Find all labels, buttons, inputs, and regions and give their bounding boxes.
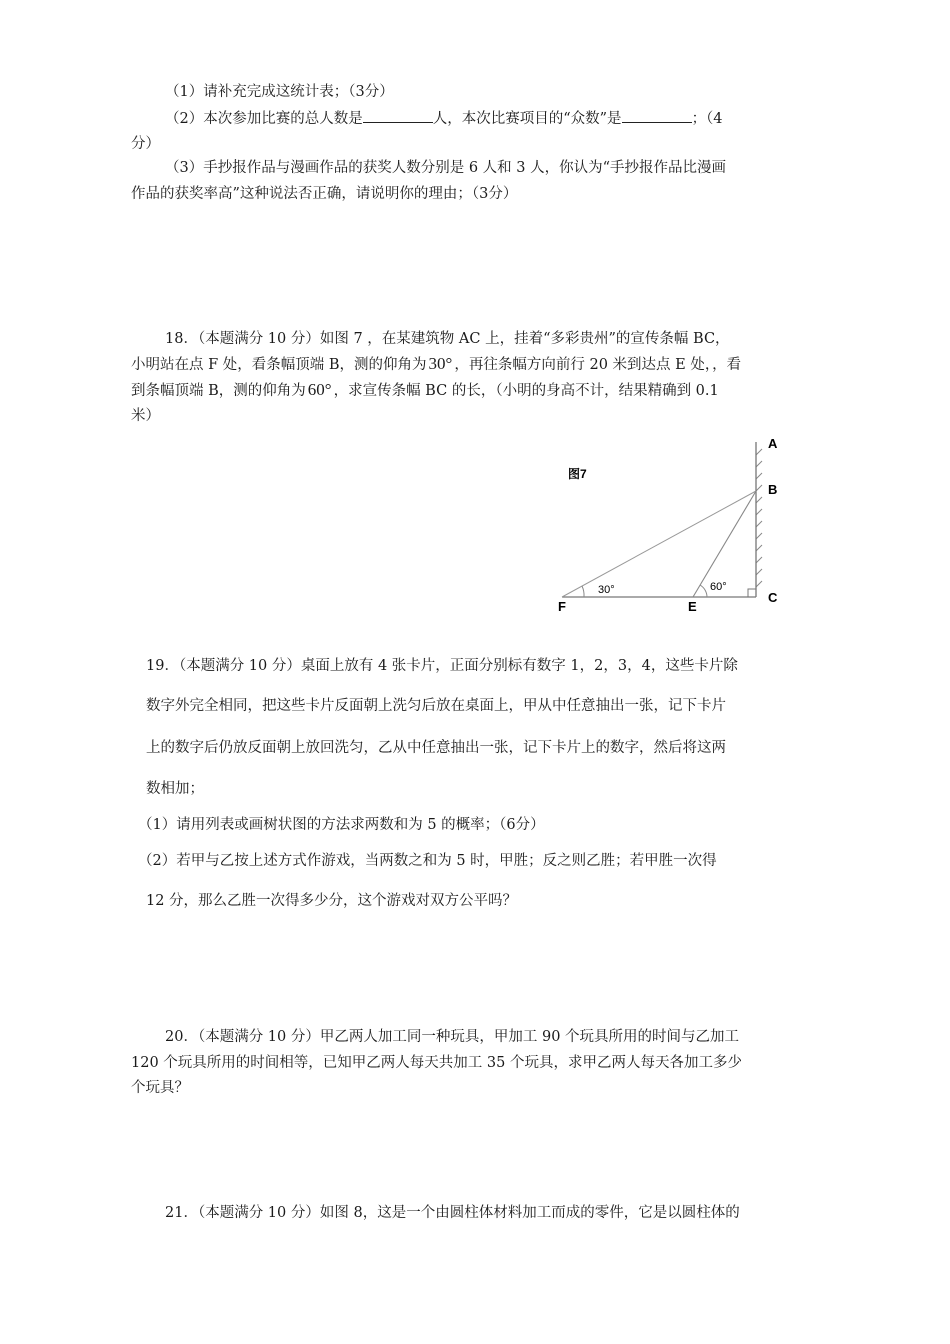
label-f: F <box>558 599 566 614</box>
q19-part2-line1: （2）若甲与乙按上述方式作游戏，当两数之和为 5 时，甲胜；反之则乙胜；若甲胜一次得 <box>138 853 717 869</box>
q19-part1: （1）请用列表或画树状图的方法求两数和为 5 的概率；（6分） <box>138 817 545 833</box>
q18-math-60: 60° <box>307 380 332 399</box>
q18-line3 <box>131 379 719 402</box>
q17-part3-line1: （3）手抄报作品与漫画作品的获奖人数分别是 6 人和 3 人，你认为“手抄报作品比漫画 <box>165 160 727 176</box>
label-c: C <box>768 590 778 605</box>
label-e: E <box>688 599 697 614</box>
q18-math-30: 30° <box>428 354 453 373</box>
q20-line2: 120 个玩具所用的时间相等，已知甲乙两人每天共加工 35 个玩具，求甲乙两人每天各加工多少 <box>131 1055 742 1071</box>
label-b: B <box>768 482 778 497</box>
q17-part2-text-b: 人，本次比赛项目的“众数”是 <box>432 111 622 127</box>
q18-line1: 18．（本题满分 10 分）如图 7 ，在某建筑物 AC 上，挂着“多彩贵州”的宣传条幅 BC， <box>165 331 730 347</box>
q18-line2 <box>131 353 741 376</box>
angle-arc-e <box>700 585 707 597</box>
q17-part2-text-c: ；（4 <box>691 111 723 127</box>
q17-part2-text-a: （2）本次参加比赛的总人数是 <box>165 111 363 127</box>
q19-part2-line2: 12 分，那么乙胜一次得多少分，这个游戏对双方公平吗？ <box>146 893 518 909</box>
sight-line-fb <box>562 491 756 597</box>
figure-7-diagram <box>548 430 798 615</box>
q19-line3: 上的数字后仍放反面朝上放回洗匀，乙从中任意抽出一张，记下卡片上的数字，然后将这两 <box>146 740 726 756</box>
wall-hatching <box>756 449 762 587</box>
q17-part1: （1）请补充完成这统计表；（3分） <box>165 84 394 100</box>
q18-line2-b: ，再往条幅方向前行 20 米到达点 E 处，，看 <box>454 357 742 373</box>
q21-line1: 21．（本题满分 10 分）如图 8，这是一个由圆柱体材料加工而成的零件，它是以圆柱体的 <box>165 1205 740 1221</box>
q18-line3-a: 到条幅顶端 B，测的仰角为 <box>131 383 306 399</box>
label-a: A <box>768 436 778 451</box>
q17-part2-cont: 分） <box>131 136 160 152</box>
right-angle-mark <box>748 589 756 597</box>
angle-arc-f <box>582 586 584 597</box>
angle-e-label: 60° <box>710 581 727 593</box>
answer-blank-mode[interactable] <box>622 107 692 123</box>
q20-line3: 个玩具？ <box>131 1080 189 1096</box>
q18-line2-a: 小明站在点 F 处，看条幅顶端 B，测的仰角为 <box>131 357 427 373</box>
answer-blank-total[interactable] <box>363 107 433 123</box>
angle-f-label: 30° <box>598 584 615 596</box>
q19-line2: 数字外完全相同，把这些卡片反面朝上洗匀后放在桌面上，甲从中任意抽出一张，记下卡片 <box>146 698 726 714</box>
q17-part3-line2: 作品的获奖率高”这种说法否正确，请说明你的理由；（3分） <box>131 186 518 202</box>
q18-line4: 米） <box>131 408 160 424</box>
q17-part2-line <box>165 107 723 130</box>
q19-line4: 数相加； <box>146 781 204 797</box>
figure-caption: 图7 <box>568 467 587 481</box>
q18-line3-b: ，求宣传条幅 BC 的长，（小明的身高不计，结果精确到 0.1 <box>333 383 719 399</box>
q19-line1: 19．（本题满分 10 分）桌面上放有 4 张卡片，正面分别标有数字 1，2，3，4，这些卡片除 <box>146 658 738 674</box>
q20-line1: 20．（本题满分 10 分）甲乙两人加工同一种玩具，甲加工 90 个玩具所用的时间与乙加工 <box>165 1029 740 1045</box>
